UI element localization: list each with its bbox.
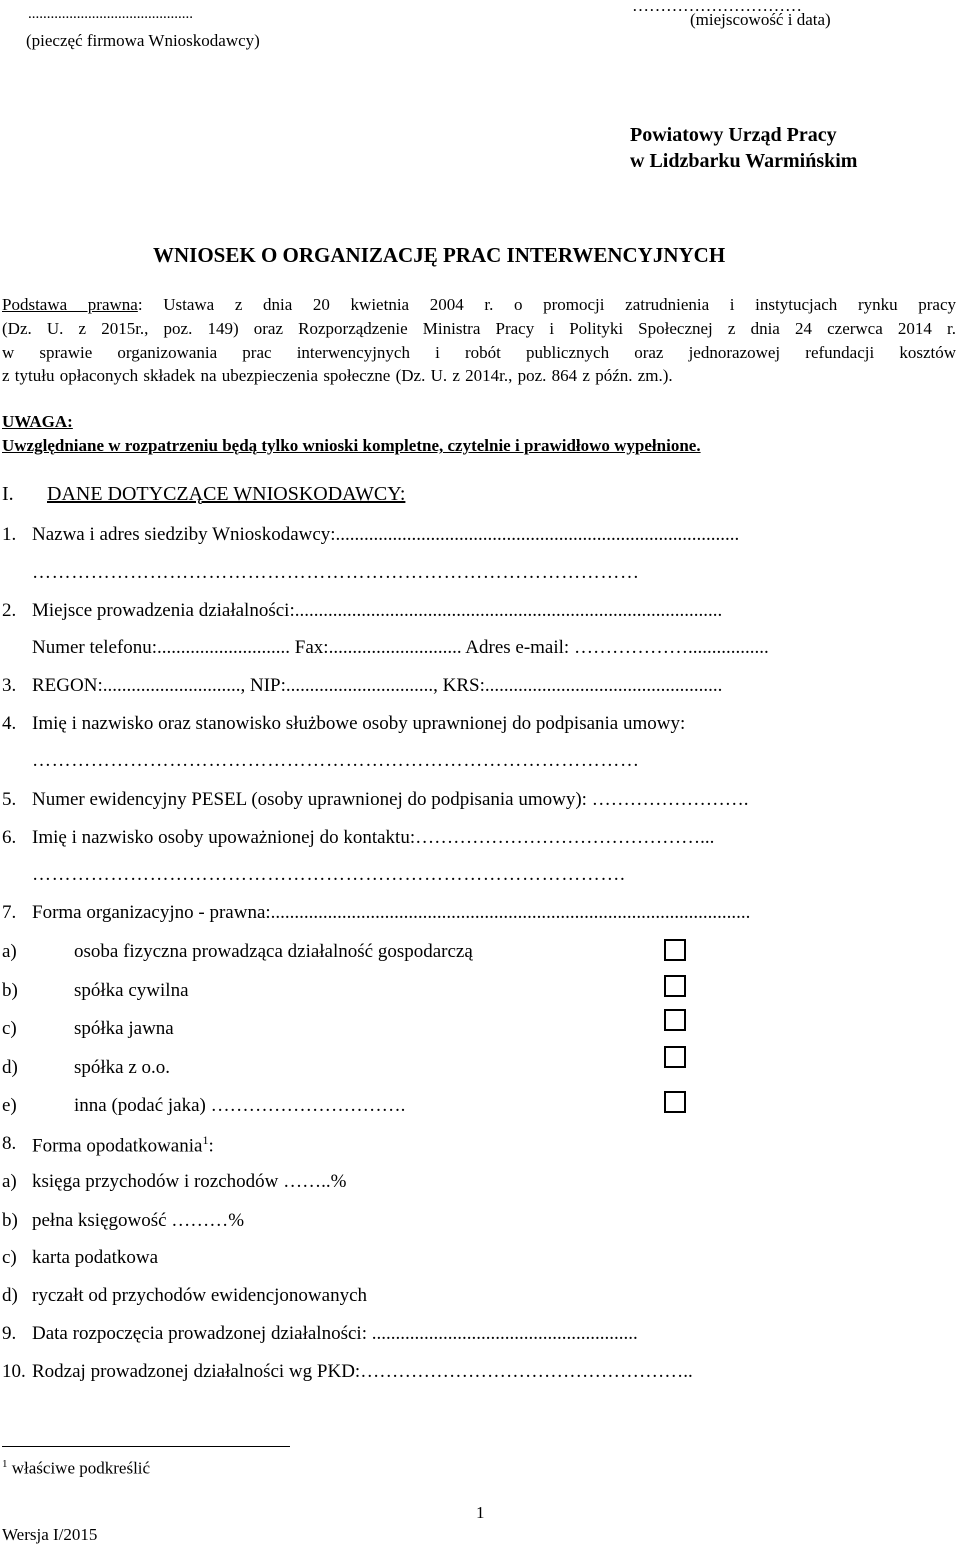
- field4-continuation: …………………………………………………………………………………: [32, 750, 640, 771]
- notice-label-text: UWAGA:: [2, 412, 73, 431]
- tax-option-d-label: ryczałt od przychodów ewidencjonowanych: [32, 1285, 368, 1306]
- tax-form-footnote-ref: 1: [202, 1133, 209, 1147]
- date-dots: …………………………: [632, 0, 802, 15]
- date-label: (miejscowość i data): [690, 10, 831, 29]
- tax-option-b-letter: b): [2, 1210, 18, 1231]
- field3-number: 3.: [2, 675, 17, 696]
- field2-business-location: Miejsce prowadzenia działalności:..........................................................................................: [32, 600, 723, 621]
- legal-form-e-label: inna (podać jaka) ………………………….: [74, 1095, 406, 1116]
- page-number: 1: [476, 1503, 485, 1522]
- section-number: I.: [2, 483, 14, 505]
- legal-basis-line1: [2, 295, 956, 315]
- legal-form-e-checkbox[interactable]: [664, 1091, 686, 1113]
- legal-form-d-checkbox[interactable]: [664, 1046, 686, 1068]
- legal-form-a-checkbox[interactable]: [664, 939, 686, 961]
- notice-text: [2, 436, 701, 456]
- legal-form-c-letter: c): [2, 1018, 17, 1039]
- tax-option-a-label: księga przychodów i rozchodów ……..%: [32, 1171, 347, 1192]
- field8-number: 8.: [2, 1133, 17, 1154]
- field6-number: 6.: [2, 827, 17, 848]
- tax-option-c-label: karta podatkowa: [32, 1247, 159, 1268]
- tax-form-colon: :: [208, 1135, 214, 1157]
- field1-company-name: Nazwa i adres siedziby Wnioskodawcy:.....................................................................................: [32, 524, 740, 545]
- field3-registry-numbers: REGON:............................., NIP:..............................., KRS:..................................................: [32, 675, 723, 696]
- field7-number: 7.: [2, 902, 17, 923]
- tax-option-a-letter: a): [2, 1171, 17, 1192]
- legal-form-a-letter: a): [2, 941, 17, 962]
- document-title: WNIOSEK O ORGANIZACJĘ PRAC INTERWENCYJNYCH: [153, 243, 726, 267]
- tax-option-d-letter: d): [2, 1285, 18, 1306]
- footnote: [2, 1458, 150, 1479]
- field9-start-date: Data rozpoczęcia prowadzonej działalności: ........................................................: [32, 1323, 638, 1344]
- notice-text-body: Uwzględniane w rozpatrzeniu będą tylko wnioski kompletne, czytelnie i prawidłowo wypełnione.: [2, 436, 701, 455]
- stamp-label: (pieczęć firmowa Wnioskodawcy): [26, 31, 260, 50]
- field7-legal-form: Forma organizacyjno - prawna:.....................................................................................................: [32, 902, 751, 923]
- field6-continuation: ……………………………………………………………………………….: [32, 864, 626, 885]
- tax-option-b-label: pełna księgowość ………%: [32, 1210, 245, 1231]
- legal-form-e-letter: e): [2, 1095, 17, 1116]
- legal-form-b-checkbox[interactable]: [664, 975, 686, 997]
- legal-basis-label: Podstawa prawna: [2, 295, 138, 314]
- field1-continuation: …………………………………………………………………………………: [32, 562, 640, 583]
- legal-basis-line1-text: : Ustawa z dnia 20 kwietnia 2004 r. o promocji zatrudnienia i instytucjach rynku pracy: [137, 295, 956, 314]
- recipient-line1: Powiatowy Urząd Pracy: [630, 124, 837, 146]
- field10-number: 10.: [2, 1361, 26, 1382]
- field9-number: 9.: [2, 1323, 17, 1344]
- field5-pesel: Numer ewidencyjny PESEL (osoby uprawnionej do podpisania umowy): …………………….: [32, 789, 749, 810]
- legal-form-c-label: spółka jawna: [74, 1018, 174, 1039]
- field2-number: 2.: [2, 600, 17, 621]
- legal-form-b-letter: b): [2, 980, 18, 1001]
- field4-number: 4.: [2, 713, 17, 734]
- footnote-divider: [2, 1446, 290, 1447]
- field8-tax-form: [32, 1133, 214, 1157]
- version-label: Wersja I/2015: [2, 1525, 98, 1544]
- legal-basis-line4: z tytułu opłaconych składek na ubezpieczenia społeczne (Dz. U. z 2014r., poz. 864 z późn. zm.).: [2, 366, 673, 385]
- tax-option-c-letter: c): [2, 1247, 17, 1268]
- legal-form-a-label: osoba fizyczna prowadząca działalność gospodarczą: [74, 941, 473, 962]
- recipient-line2: w Lidzbarku Warmińskim: [630, 150, 858, 172]
- notice-label: [2, 412, 73, 432]
- field4-authorized-person: Imię i nazwisko oraz stanowisko służbowe osoby uprawnionej do podpisania umowy:: [32, 713, 686, 734]
- field1-number: 1.: [2, 524, 17, 545]
- field2-contact-line: Numer telefonu:............................ Fax:............................ Adres e-mail: ……………….................: [32, 637, 769, 658]
- footnote-marker: 1: [2, 1458, 8, 1470]
- section-title: [47, 483, 405, 506]
- legal-form-c-checkbox[interactable]: [664, 1009, 686, 1031]
- legal-form-d-label: spółka z o.o.: [74, 1057, 171, 1078]
- tax-form-label: Forma opodatkowania: [32, 1135, 203, 1157]
- legal-basis-line3: w sprawie organizowania prac interwencyjnych i robót publicznych oraz jednorazowej refundacji kosztów: [2, 343, 956, 362]
- section-title-text: DANE DOTYCZĄCE WNIOSKODAWCY:: [47, 483, 406, 505]
- field10-pkd: Rodzaj prowadzonej działalności wg PKD:……………………………………………..: [32, 1361, 693, 1382]
- stamp-dots: ............................................: [28, 6, 193, 22]
- field6-contact-person: Imię i nazwisko osoby upoważnionej do kontaktu:………………………………………...: [32, 827, 715, 848]
- legal-form-b-label: spółka cywilna: [74, 980, 189, 1001]
- legal-form-d-letter: d): [2, 1057, 18, 1078]
- footnote-text: właściwe podkreślić: [11, 1458, 151, 1478]
- legal-basis-line2: (Dz. U. z 2015r., poz. 149) oraz Rozporządzenie Ministra Pracy i Polityki Społecznej z dnia 24 czerwca 2014 r.: [2, 319, 956, 338]
- field5-number: 5.: [2, 789, 17, 810]
